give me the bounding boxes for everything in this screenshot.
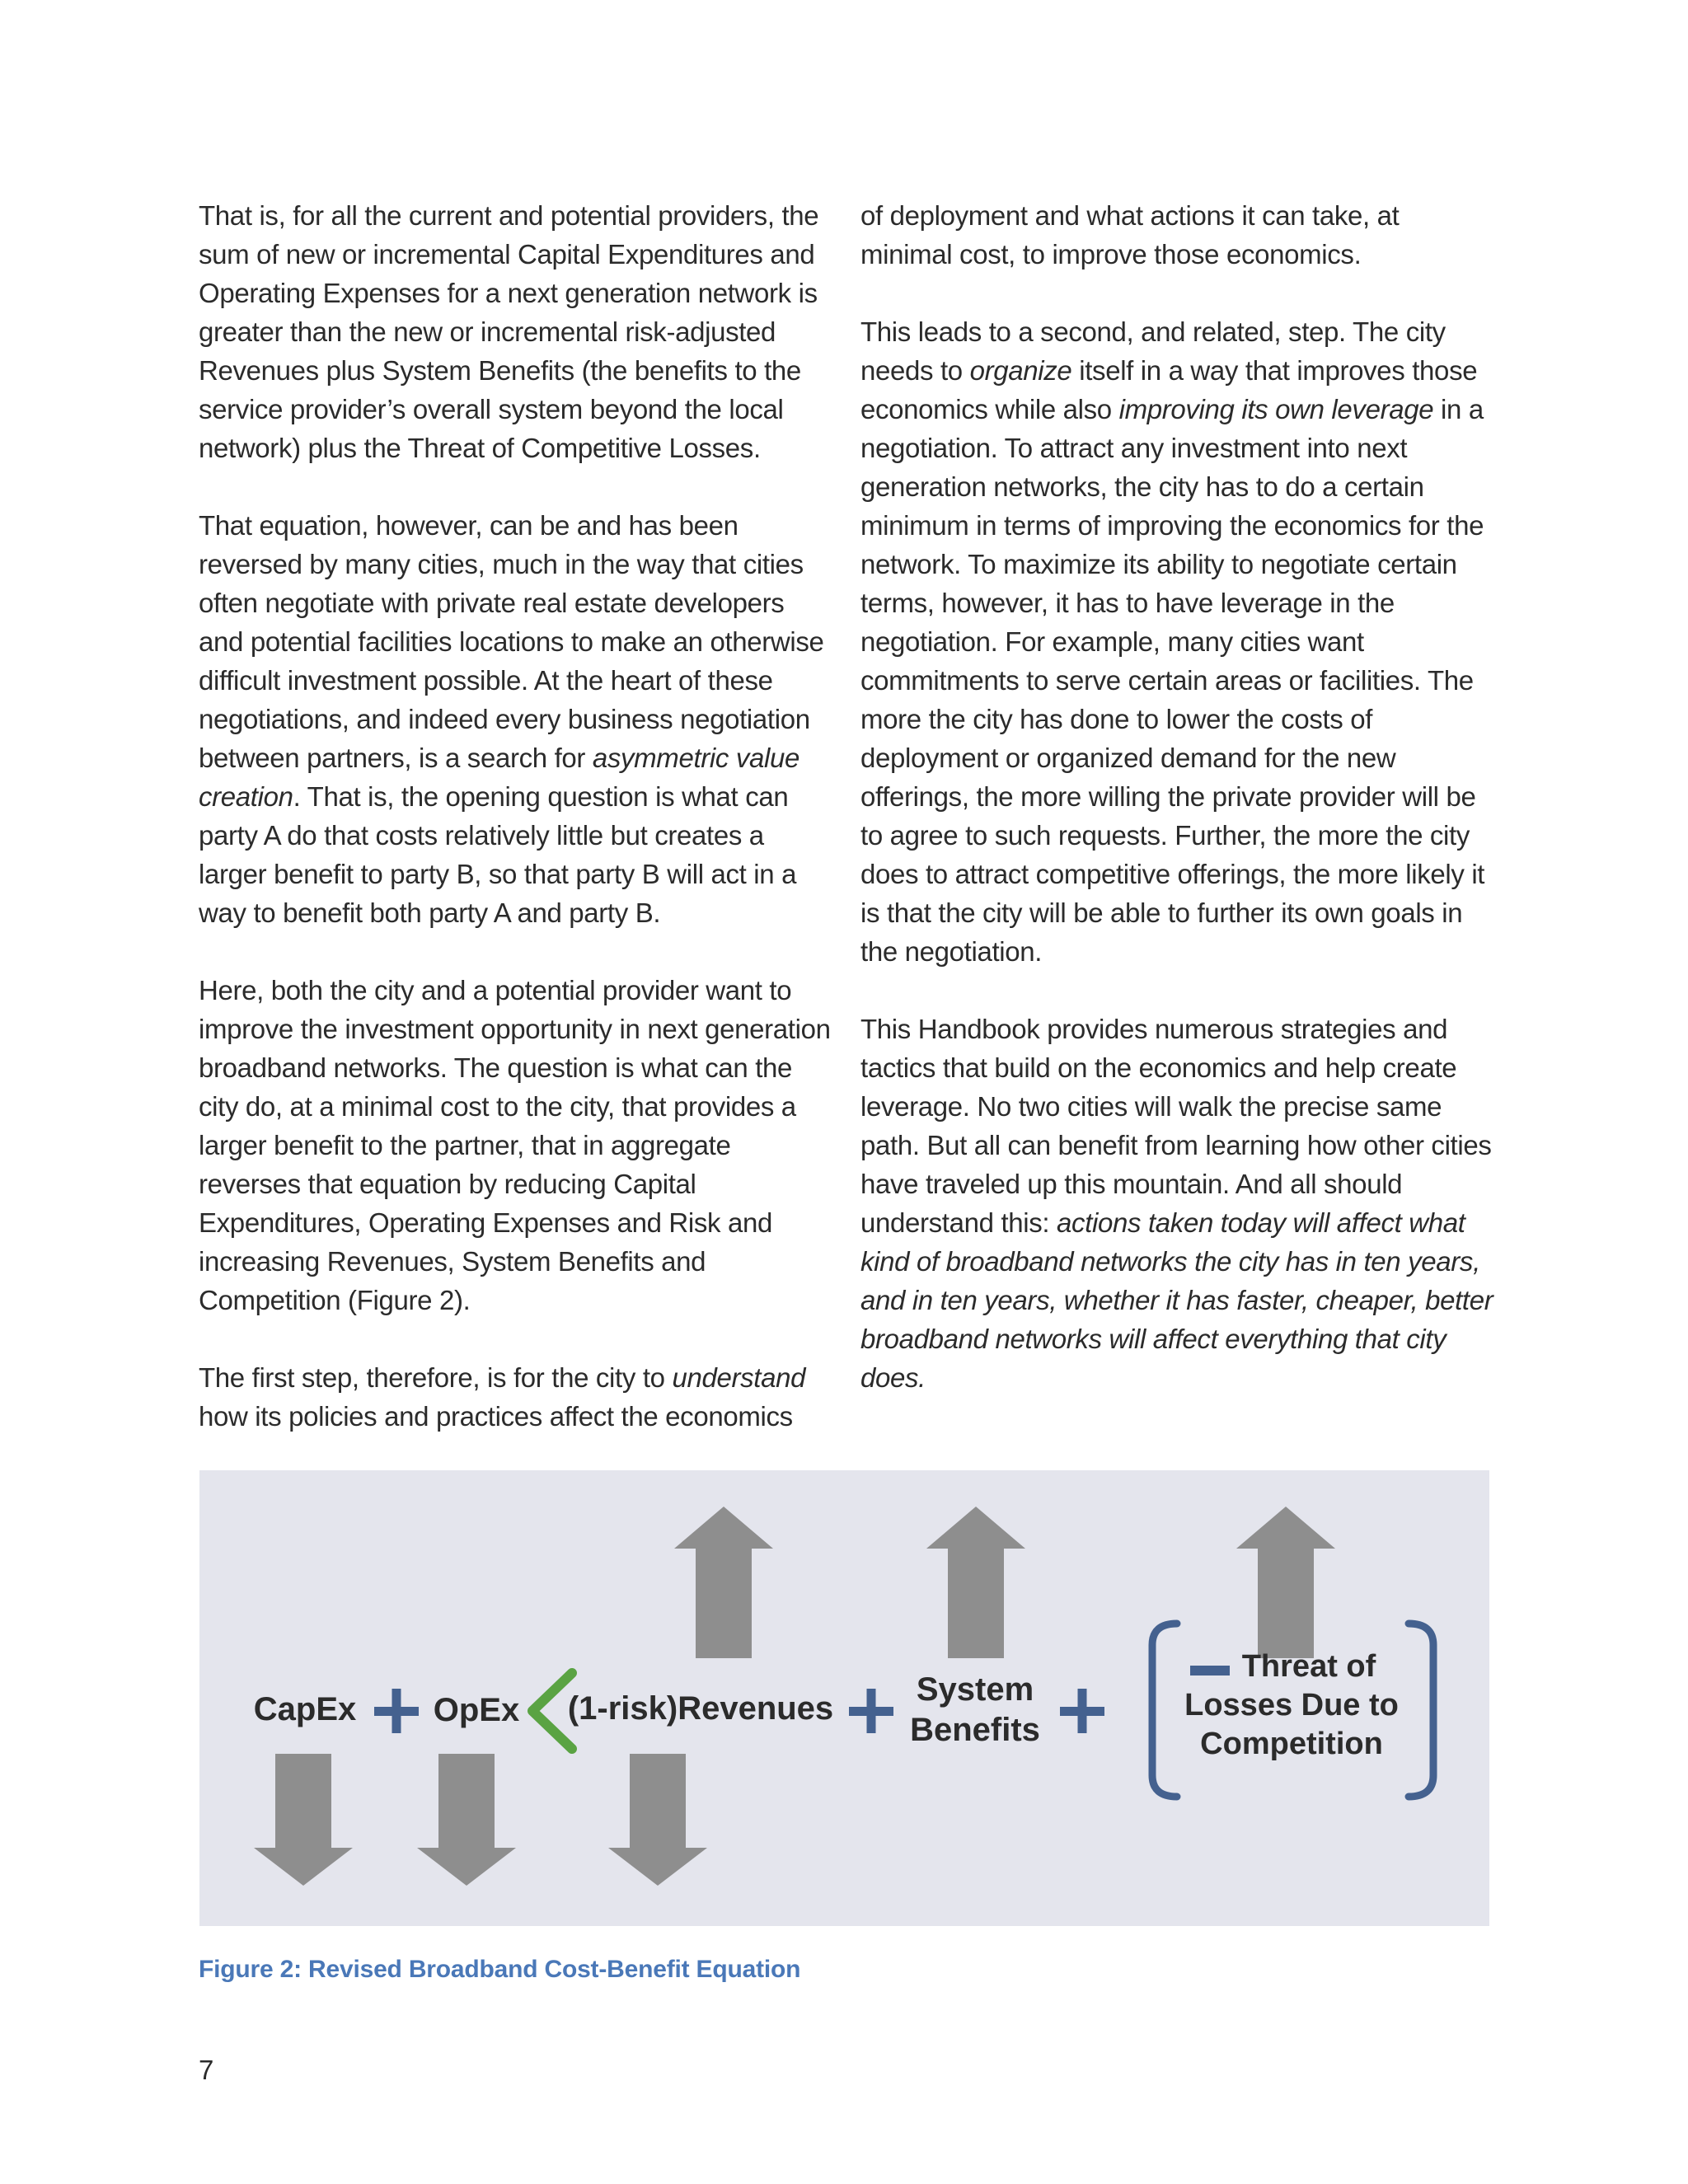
emphasis-text: improving its own leverage <box>1118 394 1434 424</box>
minus-icon <box>1190 1666 1230 1675</box>
text-run: itself in a way that improves those economics while also <box>860 355 1478 424</box>
page-number: 7 <box>199 2055 214 2085</box>
text-run: This Handbook provides numerous strategies and tactics that build on the economics and help create leverage. No two cities will walk the precise same path. But all can benefit from learning how other cities have traveled up this mountain. And all should understand this: <box>860 1014 1492 1238</box>
paragraph <box>860 312 1495 971</box>
down-arrow-icon <box>254 1754 353 1886</box>
emphasis-text: actions taken today will affect what kind of broadband networks the city has in ten years, and in ten years, whether it has faster, cheaper, better broadband networks will affect everything that city does. <box>860 1207 1493 1393</box>
revenues-term: (1-risk)Revenues <box>567 1690 834 1727</box>
paragraph <box>860 196 1495 274</box>
emphasis-text: organize <box>969 355 1072 386</box>
plus-icon <box>374 1689 419 1733</box>
paragraph <box>199 196 833 467</box>
text-run: This leads to a second, and related, step. The city needs to <box>860 316 1446 386</box>
paragraph <box>199 506 833 932</box>
up-arrow-icon <box>1236 1507 1335 1658</box>
text-run: That equation, however, can be and has been reversed by many cities, much in the way that cities often negotiate with private real estate developers and potential facilities locations to make an otherwise difficult investment possible. At the heart of these negotiations, and indeed every business negotiation between partners, is a search for <box>199 510 824 773</box>
paragraph <box>199 971 833 1319</box>
threat-line1: Threat of <box>1241 1649 1376 1684</box>
right-bracket-icon <box>1409 1624 1433 1797</box>
text-run: . That is, the opening question is what can party A do that costs relatively little but creates a larger benefit to party B, so that party B will act in a way to benefit both party A and party B. <box>199 781 797 928</box>
emphasis-text: understand <box>672 1362 806 1393</box>
up-arrow-icon <box>674 1507 773 1658</box>
opex-term: OpEx <box>433 1692 520 1728</box>
system-benefits-line1: System <box>916 1671 1034 1708</box>
left-bracket-icon <box>1152 1624 1177 1797</box>
threat-line2: Losses Due to <box>1184 1688 1399 1722</box>
plus-icon <box>849 1689 893 1733</box>
threat-line3: Competition <box>1200 1727 1383 1761</box>
text-run: Here, both the city and a potential provider want to improve the investment opportunity in next generation broadband networks. The question is what can the city do, at a minimal cost to the city, that provides a larger benefit to the partner, that in aggregate reverses that equation by reducing Capital Expenditures, Operating Expenses and Risk and increasing Revenues, System Benefits and Competition (Figure 2). <box>199 975 831 1315</box>
paragraph <box>199 1358 833 1436</box>
emphasis-text: asymmetric value creation <box>199 743 799 812</box>
cost-benefit-figure <box>199 1470 1489 1926</box>
text-run: The first step, therefore, is for the city to <box>199 1362 673 1393</box>
text-run: That is, for all the current and potential providers, the sum of new or incremental Capital Expenditures and Operating Expenses for a next generation network is greater than the new or incremental risk-adjusted Revenues plus System Benefits (the benefits to the service provider’s overall system beyond the local network) plus the Threat of Competitive Losses. <box>199 200 819 463</box>
text-run: of deployment and what actions it can take, at minimal cost, to improve those economics. <box>860 200 1400 269</box>
text-run: how its policies and practices affect the economics <box>199 1401 793 1432</box>
capex-term: CapEx <box>253 1691 357 1727</box>
less-than-icon <box>532 1673 572 1749</box>
equation-diagram <box>199 1470 1489 1926</box>
up-arrow-icon <box>926 1507 1025 1658</box>
figure-caption: Figure 2: Revised Broadband Cost-Benefit Equation <box>199 1956 801 1983</box>
right-text-column <box>860 196 1495 1436</box>
text-run: in a negotiation. To attract any investment into next generation networks, the city has to do a certain minimum in terms of improving the economics for the network. To maximize its ability to negotiate certain terms, however, it has to have leverage in the negotiation. For example, many cities want commitments to serve certain areas or facilities. The more the city has done to lower the costs of deployment or organized demand for the new offerings, the more willing the private provider will be to agree to such requests. Further, the more the city does to attract competitive offerings, the more likely it is that the city will be able to further its own goals in the negotiation. <box>860 394 1485 967</box>
system-benefits-line2: Benefits <box>910 1712 1040 1748</box>
down-arrow-icon <box>608 1754 707 1886</box>
down-arrow-icon <box>417 1754 516 1886</box>
plus-icon <box>1060 1689 1104 1733</box>
left-text-column <box>199 196 833 1474</box>
paragraph <box>860 1010 1495 1397</box>
